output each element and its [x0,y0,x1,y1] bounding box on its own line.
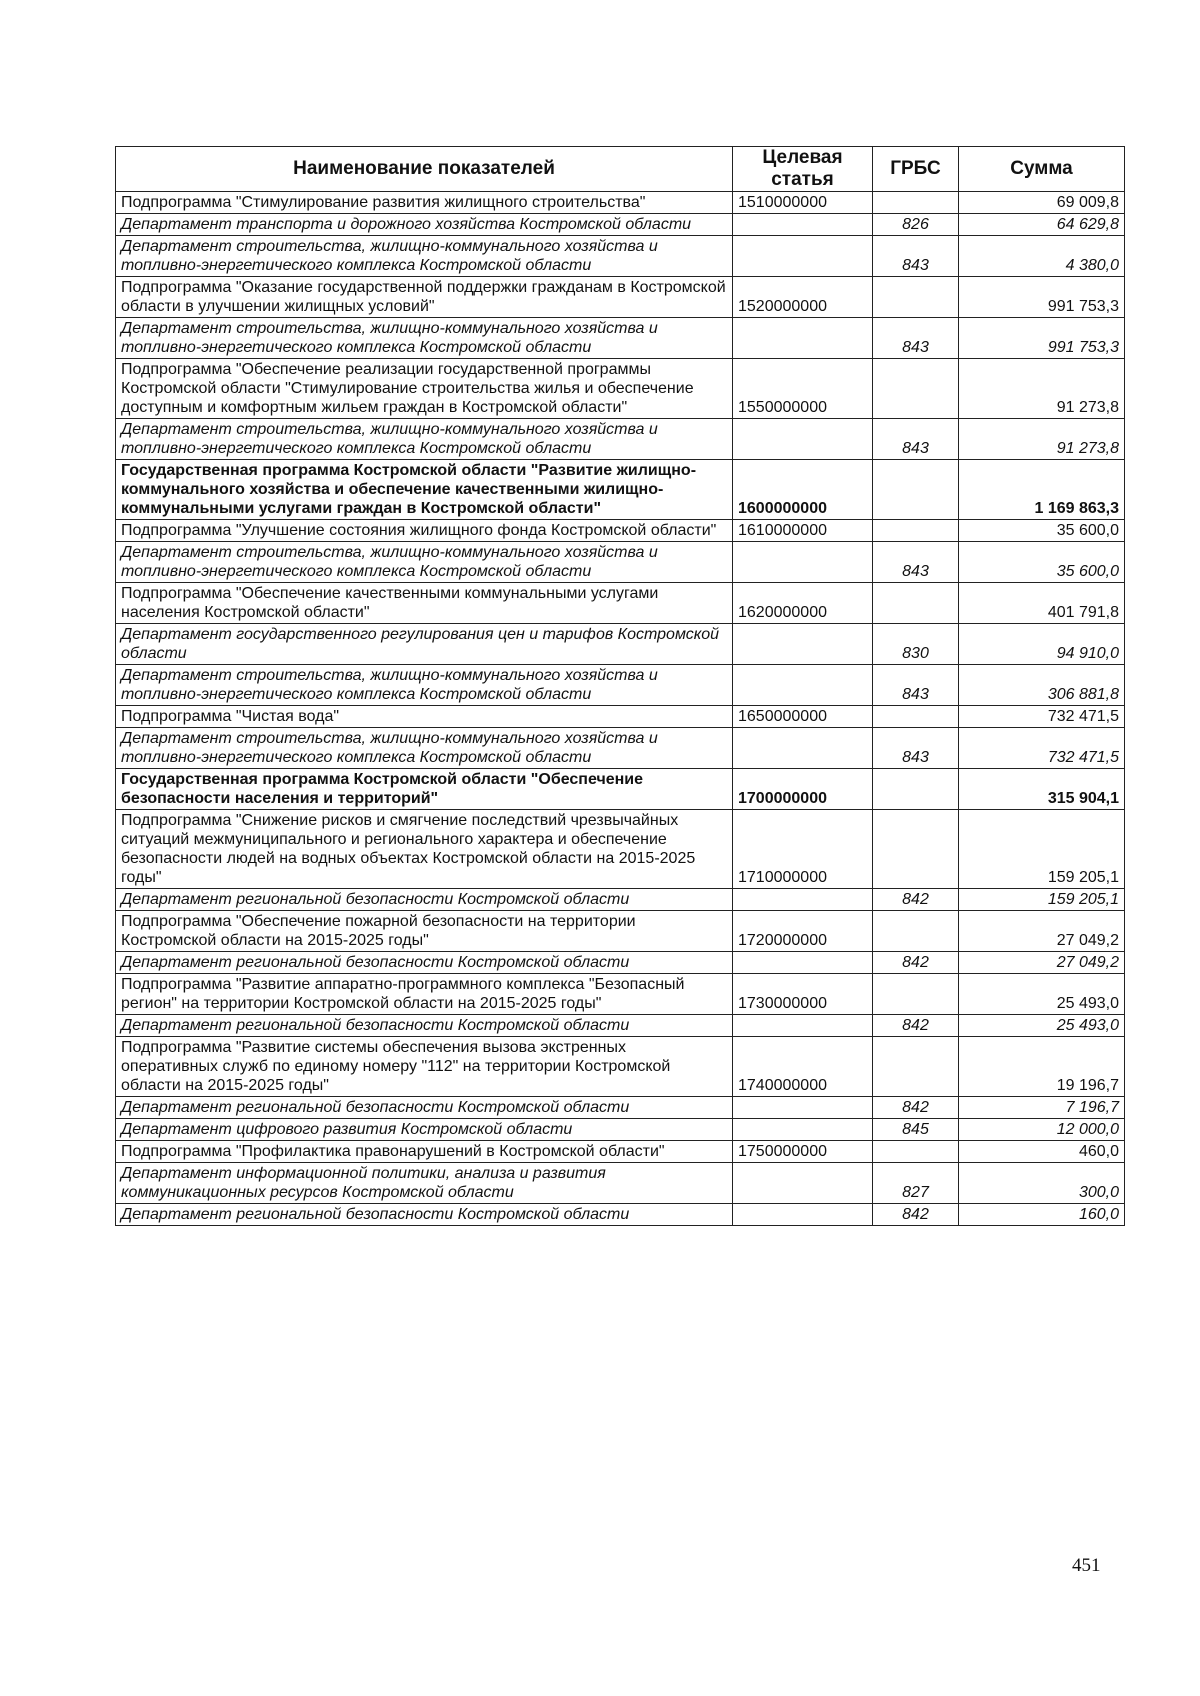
cell-sum: 12 000,0 [959,1119,1125,1141]
cell-sum: 64 629,8 [959,214,1125,236]
table-row [116,359,1125,419]
cell-grbs [873,911,959,952]
table-row [116,952,1125,974]
table-row [116,974,1125,1015]
cell-target-article [733,1119,873,1141]
cell-grbs [873,1141,959,1163]
cell-name: Подпрограмма "Оказание государственной поддержки гражданам в Костромской области в улучшении жилищных условий" [116,277,733,318]
cell-name: Государственная программа Костромской области "Развитие жилищно-коммунального хозяйства и обеспечение качественными жилищно-коммунальными услугами граждан в Костромской области" [116,460,733,520]
table-row [116,1163,1125,1204]
cell-name: Подпрограмма "Обеспечение пожарной безопасности на территории Костромской области на 2015-2025 годы" [116,911,733,952]
budget-table [115,146,1125,1226]
cell-name: Департамент строительства, жилищно-коммунального хозяйства и топливно-энергетического комплекса Костромской области [116,542,733,583]
cell-target-article [733,728,873,769]
cell-grbs [873,706,959,728]
cell-target-article: 1720000000 [733,911,873,952]
cell-grbs: 843 [873,236,959,277]
cell-sum: 159 205,1 [959,889,1125,911]
header-target-article: Целевая статья [733,147,873,192]
cell-grbs: 843 [873,542,959,583]
table-row [116,542,1125,583]
cell-target-article [733,889,873,911]
cell-grbs: 842 [873,1097,959,1119]
table-row [116,1097,1125,1119]
cell-name: Подпрограмма "Профилактика правонарушений в Костромской области" [116,1141,733,1163]
cell-sum: 27 049,2 [959,952,1125,974]
cell-target-article: 1610000000 [733,520,873,542]
cell-grbs: 827 [873,1163,959,1204]
header-sum: Сумма [959,147,1125,192]
cell-name: Департамент транспорта и дорожного хозяйства Костромской области [116,214,733,236]
budget-sheet [115,146,1124,1226]
cell-grbs [873,769,959,810]
cell-name: Департамент информационной политики, анализа и развития коммуникационных ресурсов Костромской области [116,1163,733,1204]
cell-name: Департамент региональной безопасности Костромской области [116,889,733,911]
cell-grbs: 842 [873,889,959,911]
table-row [116,889,1125,911]
cell-target-article: 1730000000 [733,974,873,1015]
cell-name: Подпрограмма "Стимулирование развития жилищного строительства" [116,192,733,214]
cell-grbs: 843 [873,419,959,460]
cell-grbs [873,192,959,214]
cell-name: Департамент региональной безопасности Костромской области [116,952,733,974]
cell-sum: 315 904,1 [959,769,1125,810]
cell-grbs: 842 [873,1015,959,1037]
cell-name: Департамент строительства, жилищно-коммунального хозяйства и топливно-энергетического комплекса Костромской области [116,665,733,706]
cell-sum: 94 910,0 [959,624,1125,665]
cell-sum: 159 205,1 [959,810,1125,889]
cell-name: Подпрограмма "Снижение рисков и смягчение последствий чрезвычайных ситуаций межмуниципального и регионального характера и обеспечение безопасности людей на водных объектах Костромской области на 2015-2025 годы" [116,810,733,889]
cell-target-article: 1710000000 [733,810,873,889]
cell-name: Департамент строительства, жилищно-коммунального хозяйства и топливно-энергетического комплекса Костромской области [116,318,733,359]
cell-target-article [733,1097,873,1119]
table-row [116,769,1125,810]
cell-target-article: 1550000000 [733,359,873,419]
table-row [116,1141,1125,1163]
cell-sum: 1 169 863,3 [959,460,1125,520]
cell-target-article [733,1204,873,1226]
cell-name: Департамент региональной безопасности Костромской области [116,1204,733,1226]
table-row [116,1119,1125,1141]
cell-target-article: 1650000000 [733,706,873,728]
cell-name: Департамент региональной безопасности Костромской области [116,1097,733,1119]
cell-sum: 401 791,8 [959,583,1125,624]
cell-sum: 160,0 [959,1204,1125,1226]
cell-name: Департамент строительства, жилищно-коммунального хозяйства и топливно-энергетического комплекса Костромской области [116,728,733,769]
cell-sum: 91 273,8 [959,419,1125,460]
cell-target-article: 1600000000 [733,460,873,520]
cell-target-article [733,419,873,460]
cell-grbs [873,810,959,889]
table-row [116,1204,1125,1226]
table-row [116,706,1125,728]
cell-grbs: 842 [873,952,959,974]
cell-sum: 25 493,0 [959,1015,1125,1037]
cell-grbs [873,974,959,1015]
table-row [116,460,1125,520]
cell-sum: 35 600,0 [959,520,1125,542]
cell-name: Департамент строительства, жилищно-коммунального хозяйства и топливно-энергетического комплекса Костромской области [116,419,733,460]
table-row [116,192,1125,214]
table-row [116,520,1125,542]
table-row [116,583,1125,624]
cell-name: Государственная программа Костромской области "Обеспечение безопасности населения и территорий" [116,769,733,810]
cell-sum: 732 471,5 [959,728,1125,769]
cell-target-article [733,542,873,583]
cell-grbs: 845 [873,1119,959,1141]
cell-target-article [733,214,873,236]
cell-name: Департамент строительства, жилищно-коммунального хозяйства и топливно-энергетического комплекса Костромской области [116,236,733,277]
table-row [116,1037,1125,1097]
table-row [116,277,1125,318]
cell-name: Департамент региональной безопасности Костромской области [116,1015,733,1037]
cell-target-article [733,624,873,665]
cell-target-article: 1520000000 [733,277,873,318]
cell-name: Подпрограмма "Развитие системы обеспечения вызова экстренных оперативных служб по единому номеру "112" на территории Костромской области на 2015-2025 годы" [116,1037,733,1097]
cell-sum: 91 273,8 [959,359,1125,419]
cell-sum: 306 881,8 [959,665,1125,706]
cell-grbs: 826 [873,214,959,236]
cell-name: Подпрограмма "Развитие аппаратно-программного комплекса "Безопасный регион" на территории Костромской области на 2015-2025 годы" [116,974,733,1015]
cell-sum: 991 753,3 [959,318,1125,359]
cell-grbs: 843 [873,665,959,706]
cell-target-article [733,952,873,974]
cell-grbs: 830 [873,624,959,665]
cell-sum: 460,0 [959,1141,1125,1163]
cell-grbs [873,460,959,520]
cell-target-article: 1740000000 [733,1037,873,1097]
cell-grbs [873,359,959,419]
table-row [116,419,1125,460]
cell-target-article [733,318,873,359]
cell-sum: 27 049,2 [959,911,1125,952]
cell-grbs: 843 [873,318,959,359]
cell-target-article [733,236,873,277]
cell-name: Подпрограмма "Чистая вода" [116,706,733,728]
cell-grbs [873,277,959,318]
table-row [116,810,1125,889]
cell-name: Подпрограмма "Обеспечение реализации государственной программы Костромской области "Стимулирование строительства жилья и обеспечение доступным и комфортным жильем граждан в Костромской области" [116,359,733,419]
table-row [116,1015,1125,1037]
cell-target-article: 1620000000 [733,583,873,624]
cell-sum: 35 600,0 [959,542,1125,583]
header-grbs: ГРБС [873,147,959,192]
table-row [116,624,1125,665]
cell-sum: 732 471,5 [959,706,1125,728]
table-row [116,318,1125,359]
table-row [116,665,1125,706]
table-row [116,911,1125,952]
cell-sum: 4 380,0 [959,236,1125,277]
cell-sum: 300,0 [959,1163,1125,1204]
cell-name: Подпрограмма "Обеспечение качественными коммунальными услугами населения Костромской области" [116,583,733,624]
cell-target-article [733,1015,873,1037]
cell-target-article: 1750000000 [733,1141,873,1163]
cell-sum: 19 196,7 [959,1037,1125,1097]
cell-sum: 69 009,8 [959,192,1125,214]
cell-grbs: 842 [873,1204,959,1226]
cell-sum: 991 753,3 [959,277,1125,318]
table-row [116,728,1125,769]
cell-grbs [873,583,959,624]
cell-sum: 7 196,7 [959,1097,1125,1119]
cell-target-article [733,665,873,706]
page-number: 451 [1072,1555,1101,1576]
cell-sum: 25 493,0 [959,974,1125,1015]
cell-target-article: 1510000000 [733,192,873,214]
table-row [116,236,1125,277]
cell-target-article: 1700000000 [733,769,873,810]
header-name: Наименование показателей [116,147,733,192]
cell-grbs: 843 [873,728,959,769]
table-header-row [116,147,1125,192]
cell-grbs [873,1037,959,1097]
table-row [116,214,1125,236]
table-body [116,192,1125,1226]
cell-name: Департамент государственного регулирования цен и тарифов Костромской области [116,624,733,665]
cell-target-article [733,1163,873,1204]
cell-grbs [873,520,959,542]
cell-name: Департамент цифрового развития Костромской области [116,1119,733,1141]
cell-name: Подпрограмма "Улучшение состояния жилищного фонда Костромской области" [116,520,733,542]
